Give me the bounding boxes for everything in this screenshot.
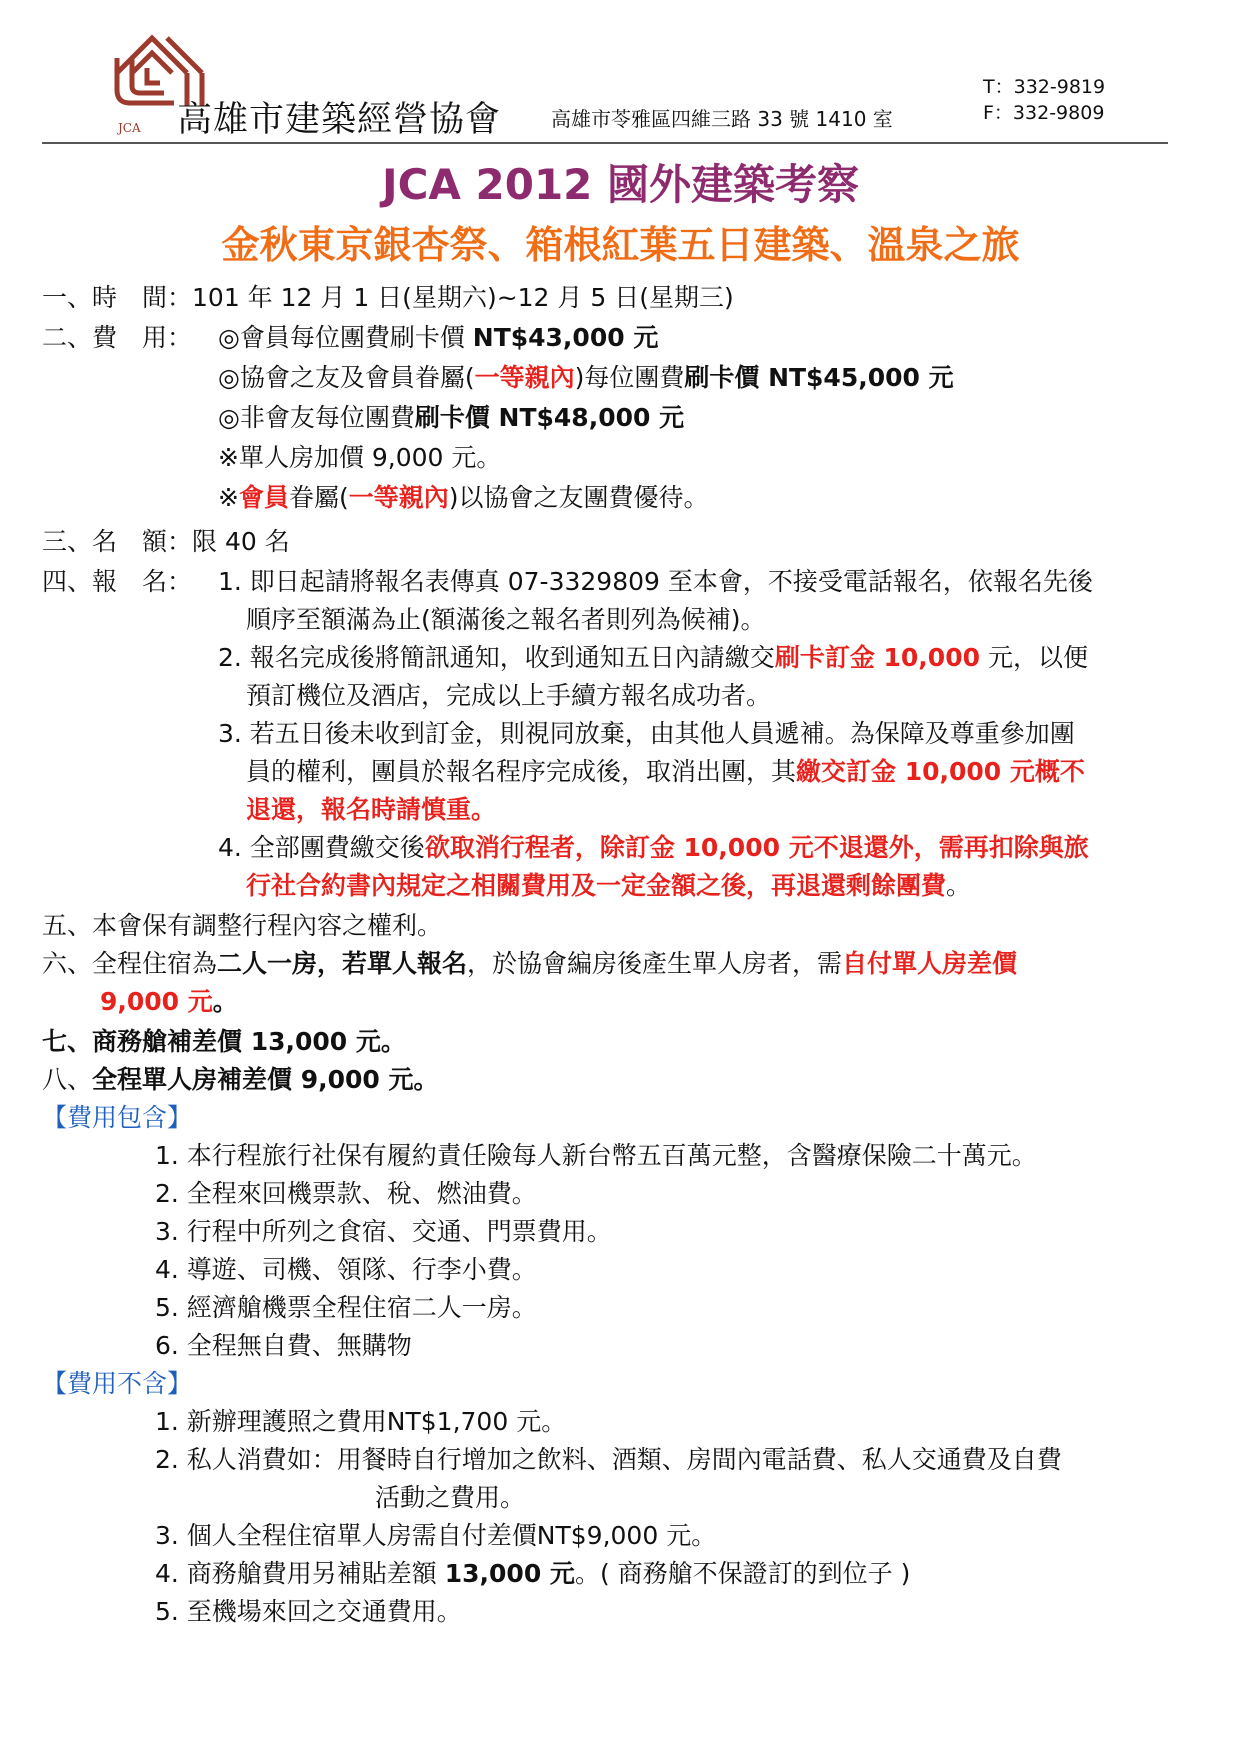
room-text: 六、全程住宿為 [42,949,218,978]
register-text: 4. 全部團費繳交後 [218,833,425,862]
document-title: JCA 2012 國外建築考察 [381,160,860,209]
register-highlight: 刷卡訂金 10,000 [774,643,980,672]
section-quota [42,524,290,560]
fee-line-friend [218,360,954,396]
register-highlight: 繳交訂金 10,000 元概不 [796,757,1085,786]
section-text: 101 年 12 月 1 日(星期六)~12 月 5 日(星期三) [192,283,734,312]
fee-text: ※ [218,483,239,512]
fee-highlight: 一等親內 [474,363,575,392]
fee-text: )以協會之友團費優待。 [448,483,709,512]
include-item: 4. 導遊、司機、領隊、行李小費。 [155,1255,537,1284]
fee-line-nonmember [218,400,684,436]
exclude-item: 2. 私人消費如：用餐時自行增加之飲料、酒類、房間內電話費、私人交通費及自費 [155,1445,1062,1474]
fee-price: 刷卡價 NT$45,000 元 [684,363,954,392]
section-single-room [42,1062,439,1098]
section-text: 限 40 名 [192,527,290,556]
register-item-4a [218,830,1089,866]
fee-line-family [218,480,709,516]
exclude-price: 13,000 元 [444,1559,575,1588]
room-highlight: 自付單人房差價 [842,949,1018,978]
section-time [42,280,734,316]
org-address: 高雄市苓雅區四維三路 33 號 1410 室 [551,107,893,131]
include-heading: 【費用包含】 [42,1103,193,1132]
include-item: 5. 經濟艙機票全程住宿二人一房。 [155,1293,537,1322]
section-label: 一、時 間： [42,283,193,312]
include-item: 3. 行程中所列之食宿、交通、門票費用。 [155,1217,612,1246]
exclude-item [155,1556,910,1592]
exclude-item-cont: 活動之費用。 [375,1483,526,1512]
fee-text: 眷屬( [288,483,349,512]
room-highlight: 9,000 元 [100,987,213,1016]
section-room-cont [100,984,238,1020]
exclude-item: 1. 新辦理護照之費用NT$1,700 元。 [155,1407,567,1436]
room-text: 。 [212,987,238,1016]
include-item: 6. 全程無自費、無購物 [155,1331,412,1360]
section-label: 三、名 額： [42,527,193,556]
section-fee-label: 二、費 用： [42,323,193,352]
register-item-2a [218,640,1088,676]
single-room-text: 全程單人房補差價 9,000 元。 [92,1065,439,1094]
include-item: 2. 全程來回機票款、稅、燃油費。 [155,1179,537,1208]
register-highlight: 行社合約書內規定之相關費用及一定金額之後，再退還剩餘團費 [246,871,947,900]
register-item-3a: 3. 若五日後未收到訂金，則視同放棄，由其他人員遞補。為保障及尊重參加團 [218,719,1075,748]
section-rights: 五、本會保有調整行程內容之權利。 [42,911,443,940]
register-item-1b: 順序至額滿為止(額滿後之報名者則列為候補)。 [246,605,766,634]
fee-text: ◎會員每位團費刷卡價 [218,323,473,352]
register-text: 。 [946,871,972,900]
logo-text: JCA [118,121,141,135]
fee-price: 刷卡價 NT$48,000 元 [414,403,685,432]
fee-line-member [218,320,658,356]
fee-text: ◎非會友每位團費 [218,403,415,432]
fee-line-single: ※單人房加價 9,000 元。 [218,443,502,472]
section-business-class: 七、商務艙補差價 13,000 元。 [42,1027,406,1056]
room-text: ，於協會編房後產生單人房者，需 [467,949,843,978]
org-name: 高雄市建築經營協會 [177,100,502,140]
tel-number: T：332-9819 [983,76,1106,98]
single-room-label: 八、 [42,1065,93,1094]
section-room [42,946,1017,982]
fee-highlight: 會員 [238,483,289,512]
fee-highlight: 一等親內 [348,483,449,512]
document-subtitle: 金秋東京銀杏祭、箱根紅葉五日建築、溫泉之旅 [221,223,1020,267]
fee-price: NT$43,000 元 [472,323,659,352]
section-register-label: 四、報 名： [42,567,193,596]
register-item-2b: 預訂機位及酒店，完成以上手續方報名成功者。 [246,681,772,710]
exclude-text: 4. 商務艙費用另補貼差額 [155,1559,445,1588]
register-item-3c: 退還，報名時請慎重。 [246,795,497,824]
register-text: 員的權利，團員於報名程序完成後，取消出團，其 [246,757,797,786]
contact-block [983,74,1105,126]
exclude-text: 。( 商務艙不保證訂的到位子 ) [574,1559,911,1588]
register-highlight: 欲取消行程者，除訂金 10,000 元不退還外，需再扣除與旅 [424,833,1089,862]
include-item: 1. 本行程旅行社保有履約責任險每人新台幣五百萬元整，含醫療保險二十萬元。 [155,1141,1037,1170]
register-text: 元，以便 [980,643,1088,672]
register-item-1a: 1. 即日起請將報名表傳真 07-3329809 至本會，不接受電話報名，依報名先後 [218,567,1093,596]
fax-number: F：332-9809 [983,102,1105,124]
register-text: 2. 報名完成後將簡訊通知，收到通知五日內請繳交 [218,643,775,672]
exclude-item: 5. 至機場來回之交通費用。 [155,1597,462,1626]
register-item-4b [246,868,971,904]
register-item-3b [246,754,1085,790]
header-divider [42,142,1168,144]
fee-text: )每位團費 [574,363,685,392]
exclude-item: 3. 個人全程住宿單人房需自付差價NT$9,000 元。 [155,1521,717,1550]
exclude-heading: 【費用不含】 [42,1369,193,1398]
room-bold: 二人一房，若單人報名 [217,949,468,978]
fee-text: ◎協會之友及會員眷屬( [218,363,475,392]
